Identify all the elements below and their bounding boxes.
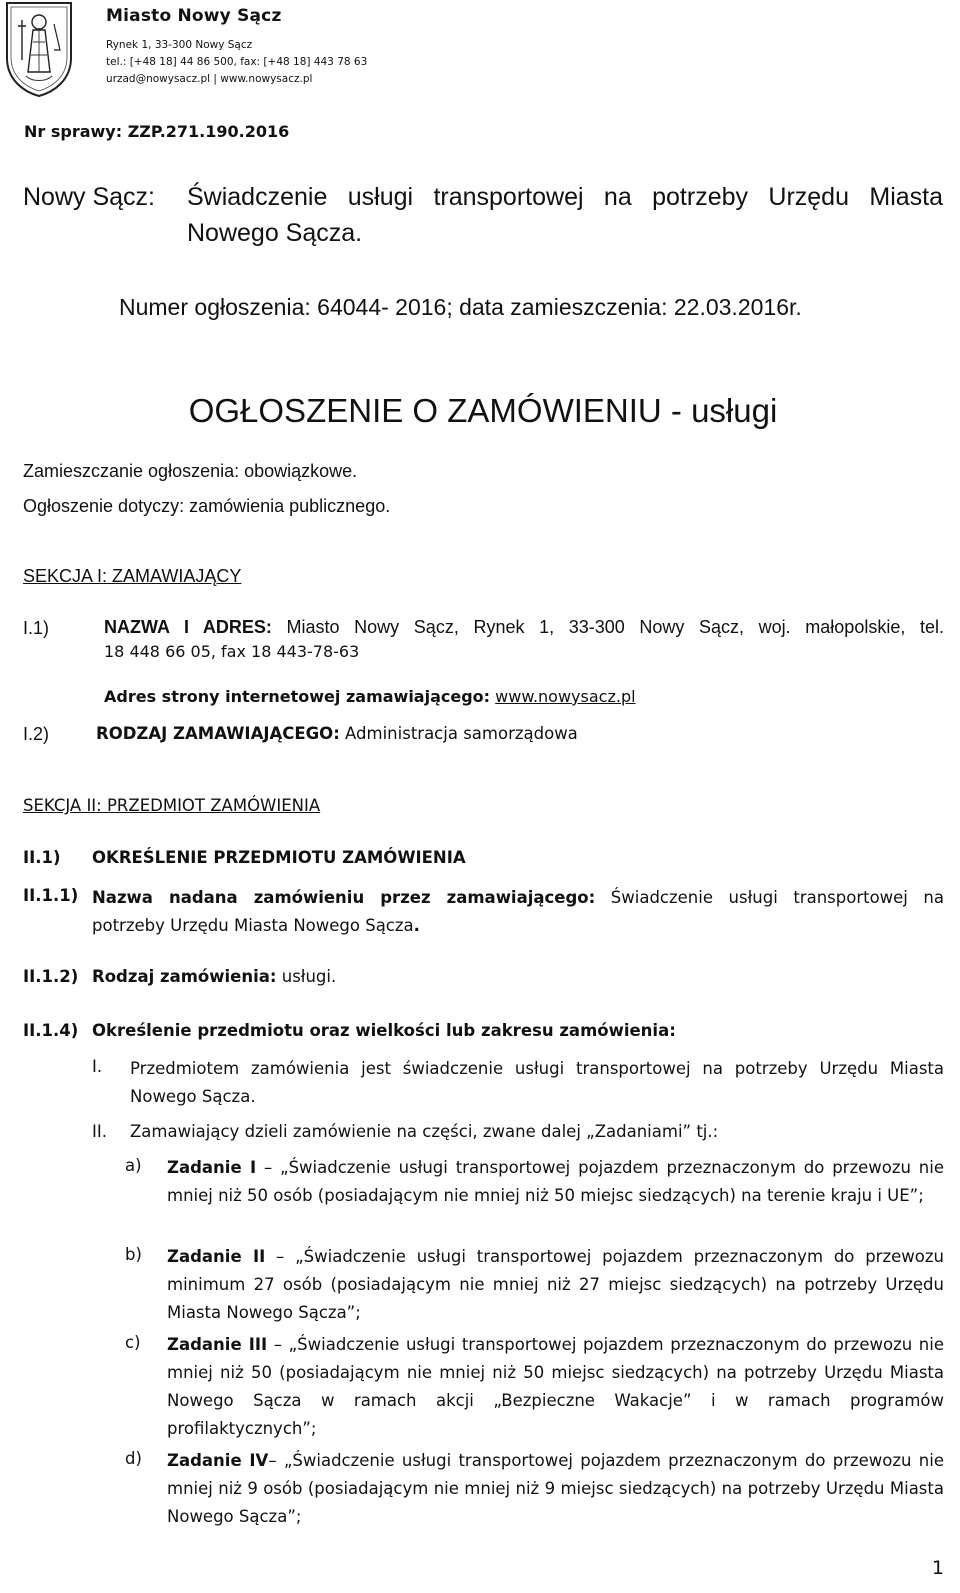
task-d-text: – „Świadczenie usługi transportowej pojazdem przeznaczonym do przewozu nie mniej niż 9 osób (posiadającym nie mniej niż 9 miejsc siedzących) na potrzeby Urzędu Miasta Nowego Sącza”; (167, 1451, 944, 1526)
org-phone: tel.: [+48 18] 44 86 500, fax: [+48 18] 443 78 63 (106, 56, 368, 68)
i2-number: I.2) (23, 724, 50, 744)
case-number: Nr sprawy: ZZP.271.190.2016 (24, 122, 290, 141)
task-b-name: Zadanie II (167, 1247, 266, 1266)
concerns-row (23, 496, 390, 517)
website-label: Adres strony internetowej zamawiającego: (104, 687, 491, 706)
i2-row (96, 724, 578, 743)
task-b-text: – „Świadczenie usługi transportowej pojazdem przeznaczonym do przewozu minimum 27 osób (posiadającym nie mniej niż 27 miejsc siedzących) na potrzeby Urzędu Miasta Nowego Sącza”; (167, 1247, 944, 1322)
ii12-row (92, 967, 336, 986)
ii11-block (92, 884, 944, 940)
point-I-number: I. (92, 1057, 103, 1076)
subject-title-line1: Świadczenie usługi transportowej na potrzeby Urzędu Miasta (187, 183, 943, 211)
ii11-value-end: . (413, 916, 420, 935)
posting-value: obowiązkowe. (244, 461, 358, 481)
ii12-number: II.1.2) (23, 967, 79, 986)
ii11-number: II.1.1) (23, 886, 79, 905)
website-row (104, 687, 636, 706)
task-c (167, 1331, 944, 1443)
task-d-name: Zadanie IV (167, 1451, 269, 1470)
ii11-value-a: Świadczenie usługi transportowej na (610, 888, 944, 907)
ii14-number: II.1.4) (23, 1021, 79, 1040)
ii1-label: OKREŚLENIE PRZEDMIOTU ZAMÓWIENIA (92, 848, 466, 867)
i1-value-b: 18 448 66 05, fax 18 443-78-63 (104, 642, 360, 661)
point-II-text: Zamawiający dzieli zamówienie na części, zwane dalej „Zadaniami” tj.: (130, 1122, 719, 1141)
concerns-label: Ogłoszenie dotyczy: (23, 496, 185, 516)
ii11-value-b: potrzeby Urzędu Miasta Nowego Sącza (92, 916, 414, 935)
task-c-text: – „Świadczenie usługi transportowej pojazdem przeznaczonym do przewozu nie mniej niż 50 (posiadającym nie mniej niż 50 miejsc siedzących) na potrzeby Urzędu Miasta Nowego Sącza w ramach akcji „Bezpieczne Wakacje” i w ramach programów profilaktycznych”; (167, 1335, 944, 1438)
task-c-name: Zadanie III (167, 1335, 268, 1354)
city-label: Nowy Sącz: (23, 183, 155, 211)
posting-row (23, 461, 357, 482)
task-b (167, 1243, 944, 1327)
page-number: 1 (931, 1557, 944, 1579)
task-b-letter: b) (125, 1245, 142, 1264)
i1-label: NAZWA I ADRES: (104, 617, 272, 637)
org-name: Miasto Nowy Sącz (106, 6, 282, 26)
task-d-letter: d) (125, 1449, 142, 1468)
ii14-label: Określenie przedmiotu oraz wielkości lub zakresu zamówienia: (92, 1021, 676, 1040)
task-a-letter: a) (125, 1156, 142, 1175)
task-a-text: – „Świadczenie usługi transportowej pojazdem przeznaczonym do przewozu nie mniej niż 50 osób (posiadającym nie mniej niż 50 miejsc siedzących) na terenie kraju i UE”; (167, 1158, 944, 1205)
website-link[interactable]: www.nowysacz.pl (495, 687, 636, 706)
task-c-letter: c) (125, 1333, 141, 1352)
task-a-name: Zadanie I (167, 1158, 257, 1177)
city-crest-icon (4, 0, 74, 98)
ii12-label: Rodzaj zamówienia: (92, 967, 277, 986)
section2-heading: SEKCJA II: PRZEDMIOT ZAMÓWIENIA (23, 796, 321, 815)
task-d (167, 1447, 944, 1531)
ii1-number: II.1) (23, 848, 61, 867)
i1-number: I.1) (23, 618, 50, 638)
org-contacts: urzad@nowysacz.pl | www.nowysacz.pl (106, 73, 313, 85)
notice-number: Numer ogłoszenia: 64044- 2016; data zamieszczenia: 22.03.2016r. (119, 294, 802, 320)
subject-title-line2: Nowego Sącza. (187, 219, 363, 247)
org-address: Rynek 1, 33-300 Nowy Sącz (106, 39, 253, 51)
point-II-number: II. (92, 1122, 107, 1141)
point-I-text: Przedmiotem zamówienia jest świadczenie usługi transportowej na potrzeby Urzędu Miasta Nowego Sącza. (130, 1059, 944, 1106)
posting-label: Zamieszczanie ogłoszenia: (23, 461, 240, 481)
ii11-label: Nazwa nadana zamówieniu przez zamawiającego: (92, 888, 596, 907)
main-heading: OGŁOSZENIE O ZAMÓWIENIU - usługi (188, 392, 778, 429)
task-a (167, 1154, 944, 1210)
i1-value-a: Miasto Nowy Sącz, Rynek 1, 33-300 Nowy Sącz, woj. małopolskie, tel. (286, 617, 944, 637)
i2-label: RODZAJ ZAMAWIAJĄCEGO: (96, 724, 340, 743)
ii12-value: usługi. (281, 967, 337, 986)
concerns-value: zamówienia publicznego. (189, 496, 391, 516)
i2-value: Administracja samorządowa (345, 724, 578, 743)
i1-block (104, 614, 944, 641)
section1-heading: SEKCJA I: ZAMAWIAJĄCY (23, 566, 242, 586)
